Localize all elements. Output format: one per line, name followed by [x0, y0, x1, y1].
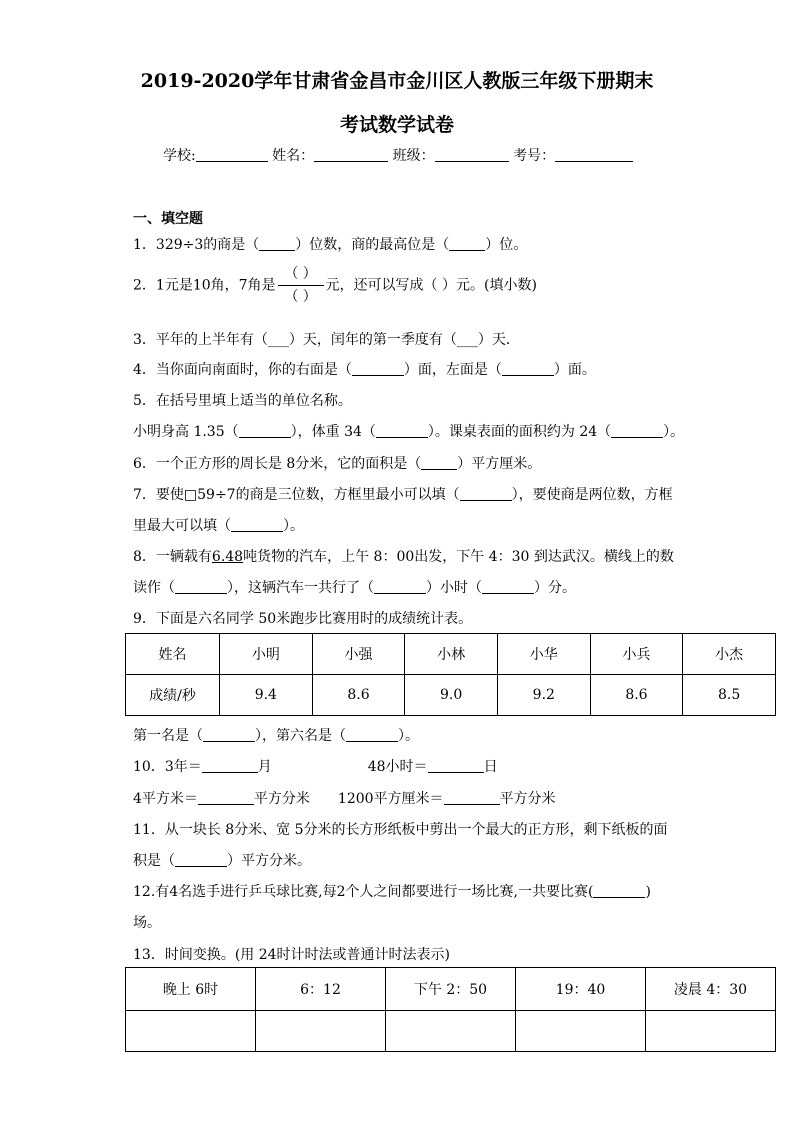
answer-blank [203, 727, 255, 742]
table-row [126, 968, 776, 1011]
exam-number-blank [555, 147, 633, 162]
answer-blank [202, 758, 258, 773]
student-info-row [163, 145, 633, 165]
answer-blank [231, 517, 283, 532]
table-cell: 9.0 [405, 675, 498, 716]
question-11: 11．从一块长 8分米、宽 5分米的长方形纸板中剪出一个最大的正方形，剩下纸板的面 [133, 822, 668, 838]
answer-cell [386, 1011, 516, 1052]
answer-blank [352, 361, 404, 376]
answer-cell [516, 1011, 646, 1052]
exam-title-line2: 考试数学试卷 [339, 114, 454, 136]
answer-cell [256, 1011, 386, 1052]
question-8-line2: 读作（ ），这辆汽车一共行了（ ）小时（ ）分。 [133, 580, 576, 596]
question-12: 12.有4名选手进行乒乓球比赛,每2个人之间都要进行一场比赛,一共要比赛( ) [133, 884, 651, 900]
name-blank [314, 147, 388, 162]
question-10: 10．3年＝ 月 48小时＝ 日 [133, 759, 498, 775]
table-cell: 小强 [312, 634, 405, 675]
answer-blank [611, 423, 663, 438]
table-cell: 9.2 [497, 675, 590, 716]
answer-blank [376, 423, 428, 438]
answer-blank [444, 790, 500, 805]
answer-blank [449, 236, 485, 251]
table-row [126, 1011, 776, 1052]
question-1: 1．329÷3的商是（ ）位数，商的最高位是（ ）位。 [133, 237, 528, 253]
exam-title-line1: 2019-2020学年甘肃省金昌市金川区人教版三年级下册期末 [140, 70, 654, 92]
table-cell: 8.6 [590, 675, 683, 716]
question-5: 5．在括号里填上适当的单位名称。 [133, 393, 352, 409]
school-label: 学校: [163, 148, 196, 164]
underlined-number: 6.48 [211, 549, 244, 565]
class-label: 班级： [392, 148, 435, 164]
question-9-answer-line: 第一名是（ ），第六名是（ ）。 [133, 728, 419, 744]
table-cell: 姓名 [126, 634, 220, 675]
table-cell: 晚上 6时 [126, 968, 256, 1011]
table-row [126, 634, 776, 675]
time-conversion-table [125, 967, 776, 1052]
answer-blank [175, 852, 227, 867]
answer-blank [239, 423, 291, 438]
table-cell: 9.4 [220, 675, 313, 716]
answer-blank [460, 486, 512, 501]
answer-blank [428, 758, 484, 773]
table-cell: 8.6 [312, 675, 405, 716]
question-12-line2: 场。 [133, 915, 161, 931]
question-4: 4．当你面向南面时，你的右面是（ ）面，左面是（ ）面。 [133, 362, 596, 378]
question-10-line2: 4平方米＝ 平方分米 1200平方厘米＝ 平方分米 [133, 791, 556, 807]
table-cell: 6：12 [256, 968, 386, 1011]
question-9: 9．下面是六名同学 50米跑步比赛用时的成绩统计表。 [133, 611, 473, 627]
class-blank [435, 147, 509, 162]
exam-number-label: 考号： [513, 148, 556, 164]
table-cell: 19：40 [516, 968, 646, 1011]
question-6: 6．一个正方形的周长是 8分米，它的面积是（ ）平方厘米。 [133, 456, 542, 472]
answer-blank [502, 361, 554, 376]
fraction-blank: $\frac{( )}{( )}$ [278, 265, 324, 306]
question-13: 13．时间变换。(用 24时计时法或普通计时法表示) [133, 947, 451, 963]
table-cell: 成绩/秒 [126, 675, 220, 716]
score-table [125, 633, 776, 716]
section-title: 一、填空题 [133, 211, 203, 227]
table-cell: 下午 2：50 [386, 968, 516, 1011]
school-blank [196, 147, 268, 162]
question-5-line2: 小明身高 1.35（ ），体重 34（ ）。课桌表面的面积约为 24（ ）。 [133, 424, 685, 440]
table-cell: 小明 [220, 634, 313, 675]
question-11-line2: 积是（ ）平方分米。 [133, 853, 311, 869]
name-label: 姓名： [272, 148, 315, 164]
answer-blank [593, 883, 645, 898]
question-3: 3．平年的上半年有（___）天，闰年的第一季度有（___）天． [133, 332, 520, 348]
table-cell: 小林 [405, 634, 498, 675]
question-8: 8．一辆载有6.48吨货物的汽车，上午 8：00出发，下午 4：30 到达武汉。横线上的数 [133, 549, 674, 565]
answer-cell [126, 1011, 256, 1052]
table-cell: 小杰 [683, 634, 776, 675]
question-7: 7．要使□59÷7的商是三位数，方框里最小可以填（ ），要使商是两位数，方框 [133, 487, 673, 503]
answer-blank [421, 455, 457, 470]
table-cell: 小华 [497, 634, 590, 675]
table-cell: 8.5 [683, 675, 776, 716]
table-cell: 凌晨 4：30 [646, 968, 776, 1011]
answer-cell [646, 1011, 776, 1052]
answer-blank [374, 579, 426, 594]
table-cell: 小兵 [590, 634, 683, 675]
answer-blank [175, 579, 227, 594]
answer-blank [198, 790, 254, 805]
answer-blank [259, 236, 295, 251]
answer-blank [346, 727, 398, 742]
question-7-line2: 里最大可以填（ ）。 [133, 518, 304, 534]
table-row [126, 675, 776, 716]
answer-blank [482, 579, 534, 594]
question-2: 2．1元是10角，7角是 $\frac{( )}{( )}$ 元，还可以写成（ ）元。(填小数) [133, 266, 537, 305]
